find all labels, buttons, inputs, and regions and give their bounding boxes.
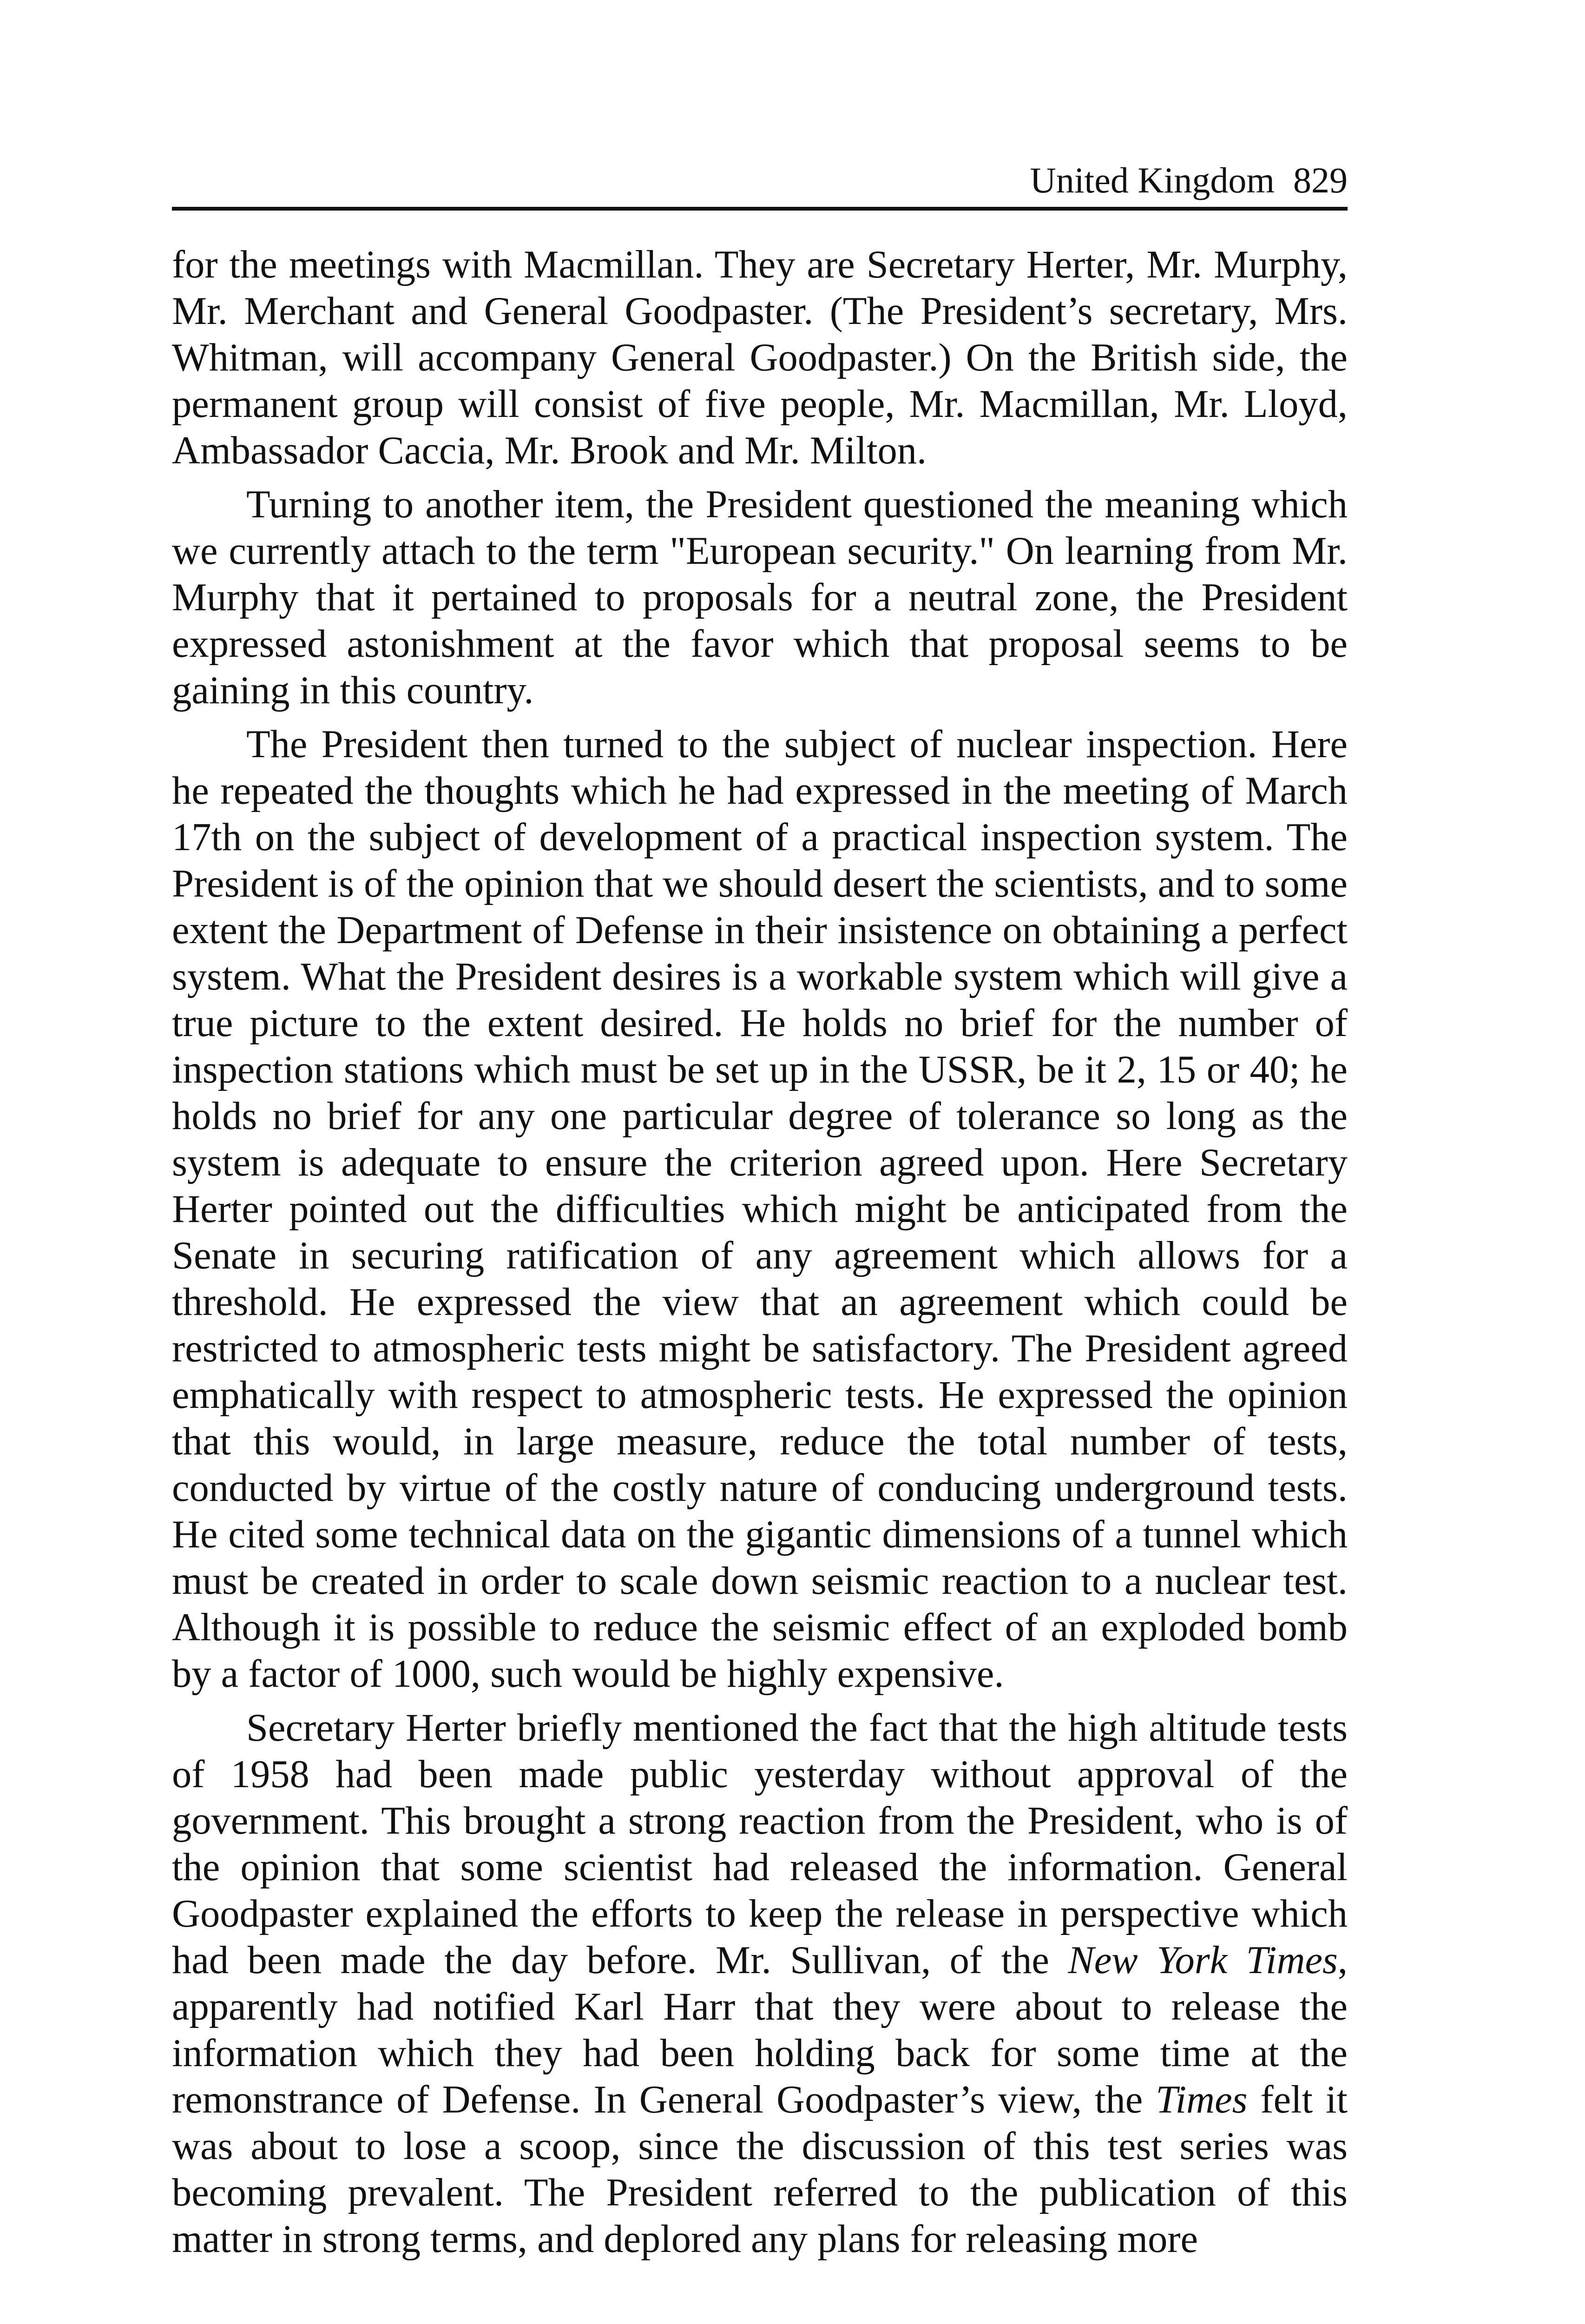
running-head-title: United Kingdom — [1030, 160, 1275, 200]
body-text — [172, 242, 1348, 2263]
header-rule — [172, 207, 1348, 211]
paragraph-3-text: The President then turned to the subject of nuclear inspection. Here he repeated the thoughts which he had expressed in the meeting of March 17th on the subject of development of a practical inspection system. The President is of the opinion that we should desert the scientists, and to some extent the Department of Defense in their insistence on obtaining a perfect system. What the President desires is a workable system which will give a true picture to the extent desired. He holds no brief for the number of inspection stations which must be set up in the USSR, be it 2, 15 or 40; he holds no brief for any one particular degree of tolerance so long as the system is adequate to ensure the criterion agreed upon. Here Secretary Herter pointed out the difficulties which might be anticipated from the Senate in securing ratification of any agreement which allows for a threshold. He expressed the view that an agreement which could be restricted to atmospheric tests might be satisfactory. The President agreed emphatically with respect to atmospheric tests. He expressed the opinion that this would, in large measure, reduce the total number of tests, conducted by virtue of the costly nature of conducing underground tests. He cited some technical data on the gigantic dimensions of a tunnel which must be created in order to scale down seismic reaction to a nuclear test. Although it is possible to reduce the seismic effect of an exploded bomb by a factor of 1000, such would be highly expensive. — [172, 723, 1348, 1696]
paragraph-4-text-c: felt it was about to lose a scoop, since the discussion of this test series was becoming prevalent. The President referred to the publication of this matter in strong terms, and deplored any plans for releasing more — [172, 2078, 1348, 2261]
paragraph-2-text: Turning to another item, the President questioned the meaning which we currently attach to the term "European security." On learning from Mr. Murphy that it pertained to proposals for a neutral zone, the President expressed astonishment at the favor which that proposal seems to be gaining in this country. — [172, 483, 1348, 712]
paragraph-1-text: for the meetings with Macmillan. They are Secretary Herter, Mr. Murphy, Mr. Merchant and General Goodpaster. (The President’s secretary, Mrs. Whitman, will accompany General Goodpaster.) On the British side, the permanent group will consist of five people, Mr. Macmillan, Mr. Lloyd, Ambassador Caccia, Mr. Brook and Mr. Milton. — [172, 243, 1348, 472]
paragraph-3 — [172, 721, 1348, 1697]
paragraph-1 — [172, 242, 1348, 474]
paragraph-4-text-b: , apparently had notified Karl Harr that they were about to release the information which they had been holding back for some time at the remonstrance of Defense. In General Goodpaster’s view, the — [172, 1939, 1348, 2121]
running-head — [172, 157, 1348, 204]
newspaper-title-times: Times — [1156, 2078, 1248, 2121]
paragraph-2 — [172, 482, 1348, 714]
paragraph-4 — [172, 1705, 1348, 2263]
page-number: 829 — [1293, 160, 1348, 200]
paragraph-4-text-a: Secretary Herter briefly mentioned the fact that the high altitude tests of 1958 had been made public yesterday without approval of the government. This brought a strong reaction from the President, who is of the opinion that some scientist had released the information. General Goodpaster explained the efforts to keep the release in perspective which had been made the day before. Mr. Sullivan, of the — [172, 1706, 1348, 1982]
newspaper-title-new-york-times: New York Times — [1068, 1939, 1338, 1982]
